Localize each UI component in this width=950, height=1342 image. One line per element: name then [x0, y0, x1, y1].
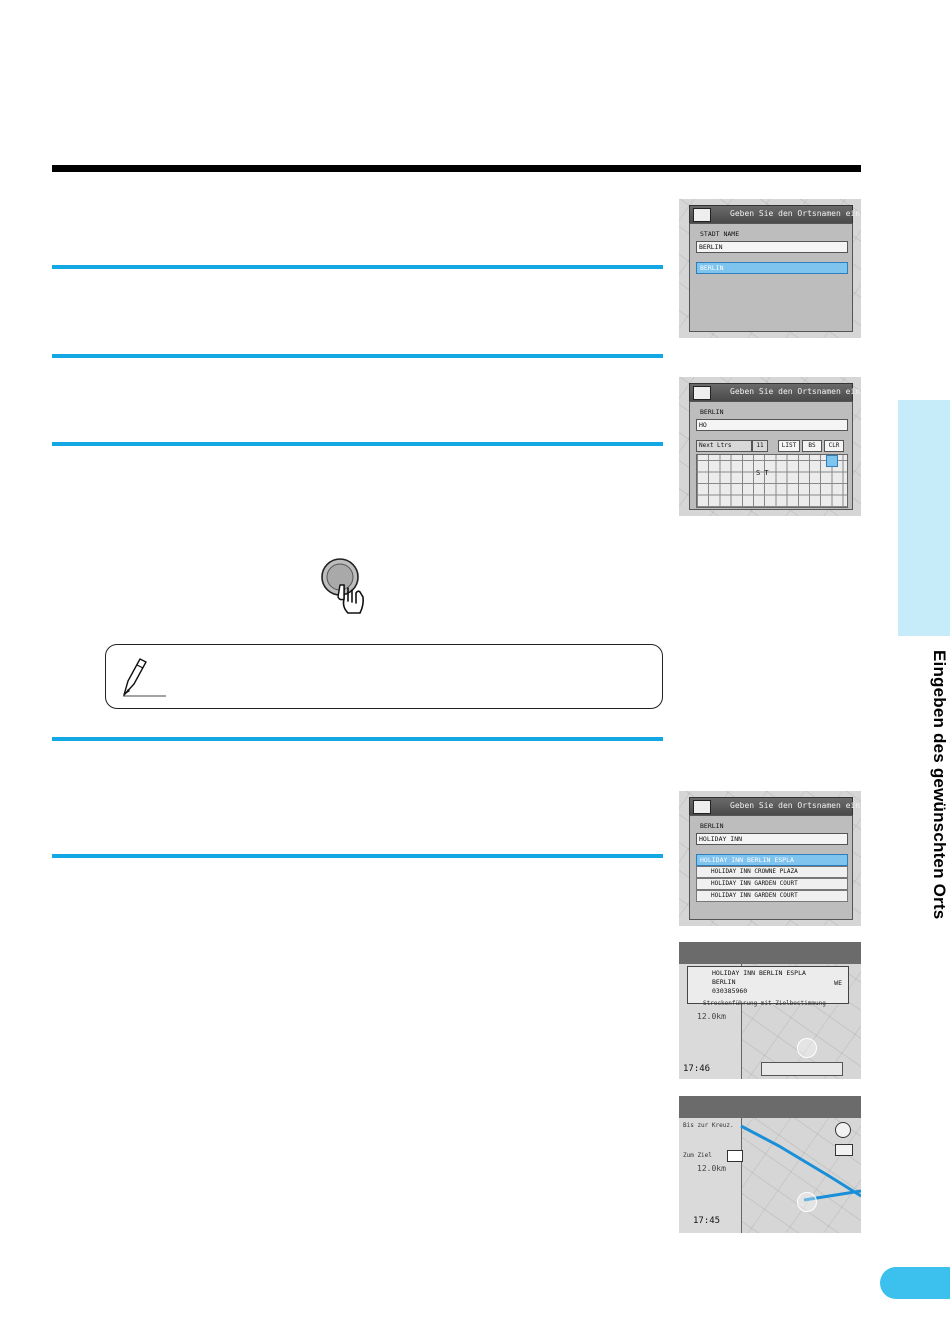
menu-icon — [693, 800, 711, 814]
next-letters-status: Next Ltrs — [696, 440, 752, 452]
map-mode-icon[interactable] — [835, 1144, 853, 1156]
city-label: BERLIN — [700, 822, 724, 830]
list-item[interactable]: HOLIDAY INN GARDEN COURT — [696, 878, 848, 890]
list-item[interactable]: HOLIDAY INN GARDEN COURT — [696, 890, 848, 902]
list-item-selected[interactable]: HOLIDAY INN BERLIN ESPLA — [696, 854, 848, 866]
name-input[interactable]: HOLIDAY INN — [696, 833, 848, 845]
distance-readout: 12.0km — [697, 1164, 726, 1173]
dialog-panel — [689, 401, 853, 510]
keyboard-keys: S T — [756, 469, 769, 477]
guidance-hint: Streckenführung mit Zielbestimmung — [703, 1000, 826, 1007]
dialog-title: Geben Sie den Ortsnamen ein — [730, 387, 861, 396]
dialog-panel — [689, 223, 853, 332]
top-strip — [679, 942, 861, 964]
city-label: STADT NAME — [700, 230, 740, 238]
to-destination-label: Zum Ziel — [683, 1152, 712, 1159]
city-input[interactable]: BERLIN — [696, 241, 848, 253]
list-item-selected[interactable]: BERLIN — [696, 262, 848, 274]
section-rule — [52, 265, 663, 269]
destination-card[interactable] — [687, 966, 849, 1004]
route-line — [679, 1096, 861, 1233]
dialog-title: Geben Sie den Ortsnamen ein — [730, 801, 861, 810]
distance-readout: 12.0km — [697, 1012, 726, 1021]
note-box — [105, 644, 663, 709]
backspace-button[interactable]: BS — [802, 440, 822, 452]
vehicle-position-marker — [797, 1038, 817, 1058]
screen-city-select — [679, 199, 861, 338]
section-rule — [52, 442, 663, 446]
destination-name: HOLIDAY INN BERLIN ESPLA — [712, 969, 806, 977]
screen-route-guidance — [679, 1096, 861, 1233]
clock-readout: 17:46 — [683, 1064, 711, 1074]
clock-readout: 17:45 — [693, 1216, 721, 1226]
destination-suffix: WE — [834, 979, 842, 987]
key-cursor[interactable] — [826, 455, 838, 467]
screen-destination-info — [679, 942, 861, 1079]
destination-city: BERLIN — [712, 978, 736, 986]
round-press-button-icon — [318, 555, 372, 621]
name-input[interactable]: HO — [696, 419, 848, 431]
scale-bar — [761, 1062, 843, 1076]
dialog-panel — [689, 815, 853, 920]
header-rule — [52, 165, 861, 172]
pencil-icon — [120, 655, 168, 699]
destination-phone: 030385960 — [712, 987, 748, 995]
clear-button[interactable]: CLR — [824, 440, 844, 452]
list-item[interactable]: HOLIDAY INN CROWNE PLAZA — [696, 866, 848, 878]
menu-icon — [693, 386, 711, 400]
next-junction-label: Bis zur Kreuz. — [683, 1122, 734, 1129]
match-count: 11 — [752, 440, 768, 452]
dialog-title-bar — [689, 797, 861, 816]
vehicle-position-marker — [797, 1192, 817, 1212]
dialog-title-bar — [689, 205, 861, 224]
screen-results-list — [679, 791, 861, 926]
dialog-title-bar — [689, 383, 861, 402]
menu-icon — [693, 208, 711, 222]
city-label: BERLIN — [700, 408, 724, 416]
page-number-pill — [880, 1267, 950, 1299]
section-rule — [52, 354, 663, 358]
compass-icon[interactable] — [835, 1122, 851, 1138]
screen-keyboard-entry — [679, 377, 861, 516]
chapter-title: Eingeben des gewünschten Orts — [930, 650, 949, 920]
dialog-title: Geben Sie den Ortsnamen ein — [730, 209, 861, 218]
list-button[interactable]: LIST — [778, 440, 800, 452]
chapter-tab — [898, 400, 950, 636]
section-rule — [52, 737, 663, 741]
section-rule — [52, 854, 663, 858]
